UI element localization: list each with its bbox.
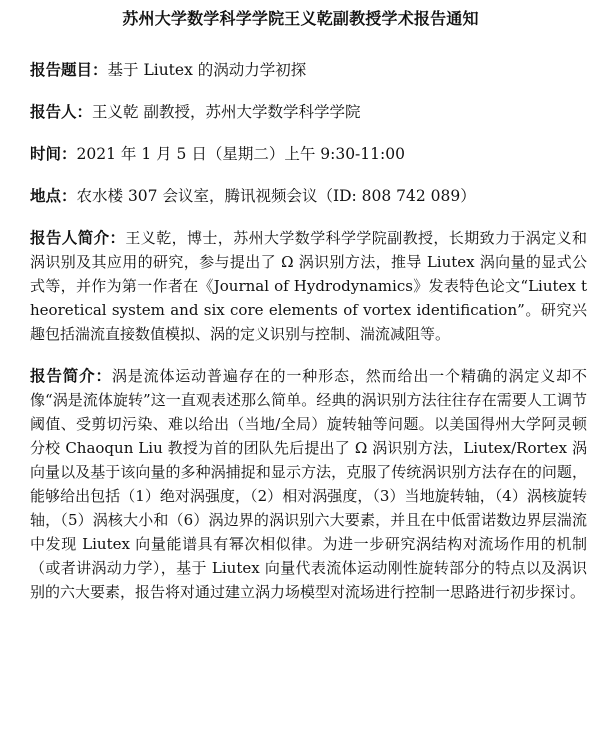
report-title-label: 报告题目： — [30, 60, 108, 79]
notice-title: 苏州大学数学科学学院王义乾副教授学术报告通知 — [122, 9, 479, 28]
speaker-bio-label: 报告人简介： — [30, 228, 126, 247]
speaker-line — [30, 100, 587, 124]
speaker-bio-paragraph — [30, 226, 587, 346]
abstract-text: 涡是流体运动普遍存在的一种形态，然而给出一个精确的涡定义却不像“涡是流体旋转”这一直观表述那么简单。经典的涡识别方法往往存在需要人工调节阈值、受剪切污染、难以给出（当地/全局）旋转轴等问题。以美国得州大学阿灵顿分校 Chaoqun Liu 教授为首的团队先后提出了 Ω 涡识别方法，Liutex/Rortex 涡向量以及基于该向量的多种涡捕捉和显示方法，克服了传统涡识别方法存在的问题，能够给出包括（1）绝对涡强度，（2）相对涡强度，（3）当地旋转轴，（4）涡核旋转轴，（5）涡核大小和（6）涡边界的涡识别六大要素，并且在中低雷诺数边界层湍流中发现 Liutex 向量能谱具有幂次相似律。为进一步研究涡结构对流场作用的机制（或者讲涡动力学），基于 Liutex 向量代表流体运动刚性旋转部分的特点以及涡识别的六大要素，报告将对通过建立涡力场模型对流场进行控制一思路进行初步探讨。 — [30, 367, 587, 601]
location-value: 农水楼 307 会议室，腾讯视频会议（ID: 808 742 089） — [76, 187, 476, 205]
speaker-label: 报告人： — [30, 102, 93, 121]
report-title-line — [30, 58, 587, 82]
location-label: 地点： — [30, 186, 77, 205]
report-title-value: 基于 Liutex 的涡动力学初探 — [107, 61, 307, 79]
speaker-bio-text: 王义乾，博士，苏州大学数学科学学院副教授，长期致力于涡定义和涡识别及其应用的研究，参与提出了 Ω 涡识别方法，推导 Liutex 涡向量的显式公式等，并作为第一作者在《Journal of Hydrodynamics》发表特色论文“Liutex theoretical system and six core elements of vortex identification”。研究兴趣包括湍流直接数值模拟、涡的定义识别与控制、湍流减阻等。 — [30, 229, 587, 343]
time-value: 2021 年 1 月 5 日（星期二）上午 9:30-11:00 — [76, 145, 405, 163]
time-line — [30, 142, 587, 166]
time-label: 时间： — [30, 144, 77, 163]
location-line — [30, 184, 587, 208]
speaker-value: 王义乾 副教授，苏州大学数学科学学院 — [92, 103, 361, 121]
abstract-paragraph — [30, 364, 587, 604]
abstract-label: 报告简介： — [30, 366, 112, 385]
